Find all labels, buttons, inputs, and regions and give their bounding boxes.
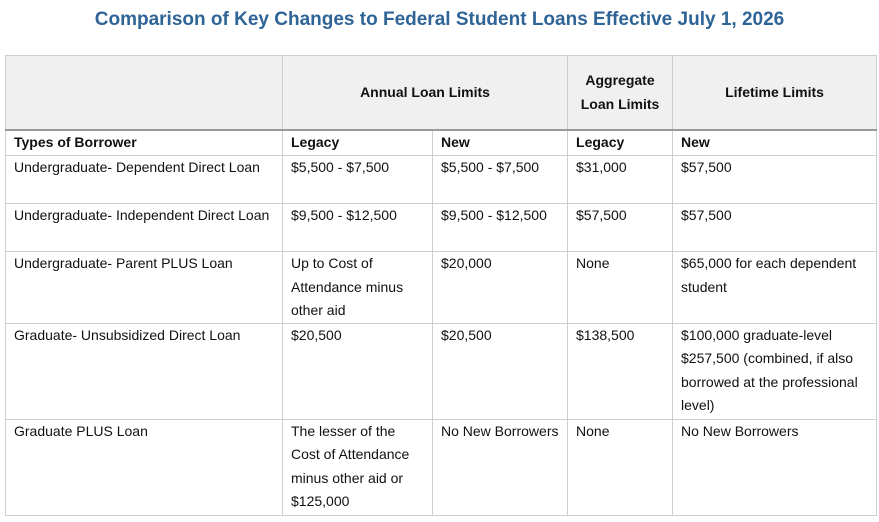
annual-new: No New Borrowers bbox=[433, 419, 568, 515]
table-row bbox=[6, 252, 877, 324]
annual-new: $9,500 - $12,500 bbox=[433, 204, 568, 252]
lifetime-new: $65,000 for each dependent student bbox=[673, 252, 877, 324]
aggregate-legacy: $138,500 bbox=[568, 323, 673, 419]
subheader-legacy-aggregate: Legacy bbox=[568, 130, 673, 156]
lifetime-new: $57,500 bbox=[673, 204, 877, 252]
subheader-new: New bbox=[433, 130, 568, 156]
annual-legacy: $20,500 bbox=[283, 323, 433, 419]
header-empty bbox=[6, 56, 283, 131]
annual-new: $5,500 - $7,500 bbox=[433, 156, 568, 204]
table-row bbox=[6, 156, 877, 204]
loan-comparison-table bbox=[5, 55, 877, 516]
header-lifetime: Lifetime Limits bbox=[673, 56, 877, 131]
annual-legacy: $5,500 - $7,500 bbox=[283, 156, 433, 204]
borrower-type: Undergraduate- Dependent Direct Loan bbox=[6, 156, 283, 204]
page-title: Comparison of Key Changes to Federal Student Loans Effective July 1, 2026 bbox=[94, 9, 785, 30]
header-aggregate: Aggregate Loan Limits bbox=[568, 56, 673, 131]
table-row bbox=[6, 323, 877, 419]
borrower-type: Graduate PLUS Loan bbox=[6, 419, 283, 515]
annual-legacy: Up to Cost of Attendance minus other aid bbox=[283, 252, 433, 324]
annual-legacy: The lesser of the Cost of Attendance minus other aid or $125,000 bbox=[283, 419, 433, 515]
table-row bbox=[6, 204, 877, 252]
subheader-type: Types of Borrower bbox=[6, 130, 283, 156]
aggregate-legacy: $31,000 bbox=[568, 156, 673, 204]
borrower-type: Graduate- Unsubsidized Direct Loan bbox=[6, 323, 283, 419]
annual-legacy: $9,500 - $12,500 bbox=[283, 204, 433, 252]
lifetime-new: No New Borrowers bbox=[673, 419, 877, 515]
subheader-legacy: Legacy bbox=[283, 130, 433, 156]
header-annual: Annual Loan Limits bbox=[283, 56, 568, 131]
lifetime-new: $57,500 bbox=[673, 156, 877, 204]
header-row bbox=[6, 56, 877, 131]
borrower-type: Undergraduate- Independent Direct Loan bbox=[6, 204, 283, 252]
aggregate-legacy: None bbox=[568, 252, 673, 324]
annual-new: $20,500 bbox=[433, 323, 568, 419]
table-row bbox=[6, 419, 877, 515]
subheader-row bbox=[6, 130, 877, 156]
annual-new: $20,000 bbox=[433, 252, 568, 324]
aggregate-legacy: $57,500 bbox=[568, 204, 673, 252]
lifetime-new: $100,000 graduate-level $257,500 (combined, if also borrowed at the professional level) bbox=[673, 323, 877, 419]
aggregate-legacy: None bbox=[568, 419, 673, 515]
subheader-new-lifetime: New bbox=[673, 130, 877, 156]
borrower-type: Undergraduate- Parent PLUS Loan bbox=[6, 252, 283, 324]
